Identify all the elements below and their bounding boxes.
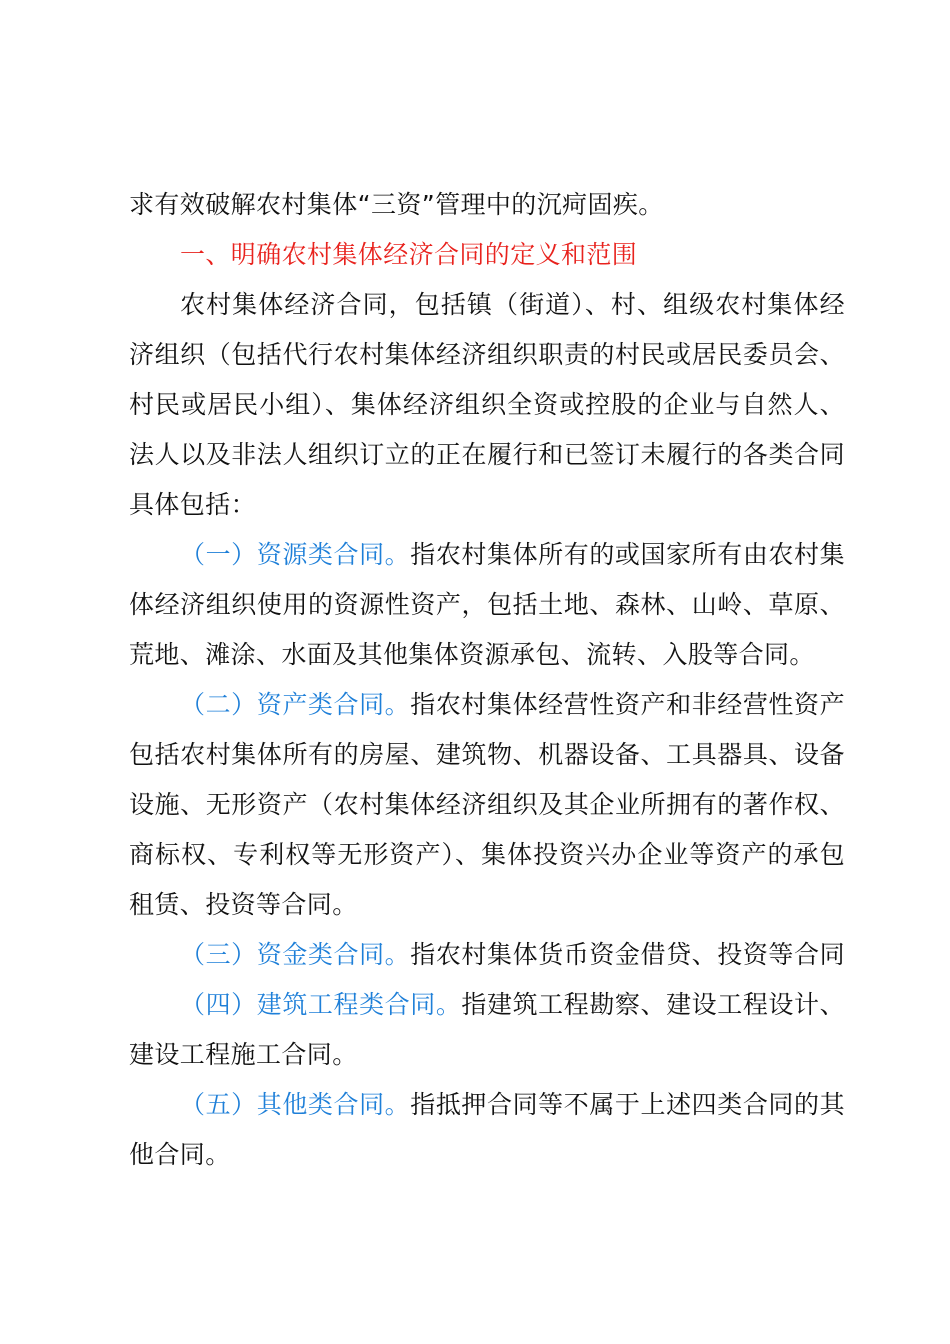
subsection-text: 指抵押合同等不属于上述四类合同的其 (410, 1090, 845, 1119)
subsection-line (180, 538, 845, 572)
subsection-title: （二）资产类合同。 (180, 690, 411, 719)
subsection-text: 指农村集体经营性资产和非经营性资产 (410, 690, 845, 719)
subsection-title: （五）其他类合同。 (180, 1090, 411, 1119)
body-line: 村民或居民小组）、集体经济组织全资或控股的企业与自然人、 (129, 390, 845, 419)
body-line: 体经济组织使用的资源性资产，包括土地、森林、山岭、草原、 (129, 590, 845, 619)
subsection-title: （一）资源类合同。 (180, 540, 411, 569)
subsection-line (180, 1088, 845, 1122)
body-line: 他合同。 (129, 1140, 231, 1169)
subsection-title: （三）资金类合同。 (180, 940, 411, 969)
subsection-line (180, 988, 845, 1022)
body-line: 济组织（包括代行农村集体经济组织职责的村民或居民委员会、 (129, 340, 845, 369)
subsection-text: 指农村集体货币资金借贷、投资等合同 (410, 940, 845, 969)
section-heading: 一、明确农村集体经济合同的定义和范围 (180, 240, 638, 269)
body-line: 农村集体经济合同，包括镇（街道）、村、组级农村集体经 (180, 290, 845, 319)
subsection-line (180, 688, 845, 722)
body-line: 租赁、投资等合同。 (129, 890, 358, 919)
body-line: 法人以及非法人组织订立的正在履行和已签订未履行的各类合同 (129, 440, 845, 469)
body-line: 具体包括： (129, 490, 257, 519)
body-line: 设施、无形资产（农村集体经济组织及其企业所拥有的著作权、 (129, 790, 845, 819)
subsection-text: 指建筑工程勘察、建设工程设计、 (461, 990, 845, 1019)
subsection-text: 指农村集体所有的或国家所有由农村集 (410, 540, 845, 569)
subsection-title: （四）建筑工程类合同。 (180, 990, 462, 1019)
body-line: 包括农村集体所有的房屋、建筑物、机器设备、工具器具、设备 (129, 740, 845, 769)
body-line: 商标权、专利权等无形资产）、集体投资兴办企业等资产的承包 (129, 840, 845, 869)
body-line: 荒地、滩涂、水面及其他集体资源承包、流转、入股等合同。 (129, 640, 815, 669)
body-line: 建设工程施工合同。 (129, 1040, 358, 1069)
body-line: 求有效破解农村集体“三资”管理中的沉疴固疾。 (129, 190, 664, 219)
subsection-line (180, 938, 845, 972)
